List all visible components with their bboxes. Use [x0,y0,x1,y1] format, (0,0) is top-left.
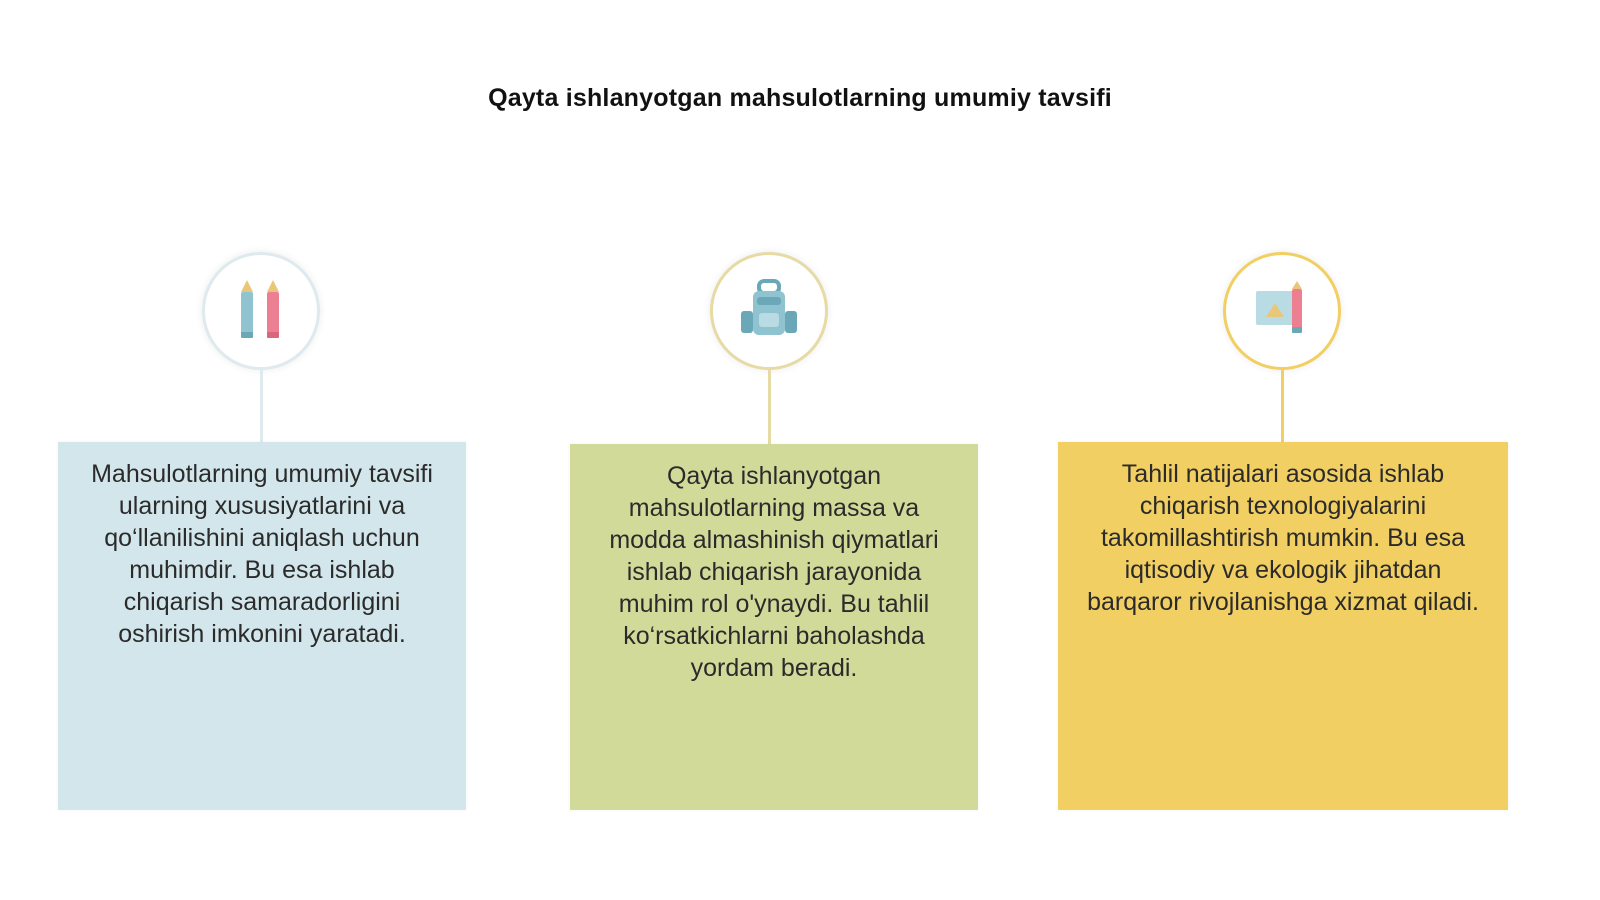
icon-circle-2 [710,252,828,370]
backpack-icon [739,279,799,344]
icon-circle-1 [202,252,320,370]
connector-line-3 [1281,370,1284,442]
connector-line-1 [260,370,263,442]
info-card-1 [58,442,466,810]
pencils-icon [233,278,289,345]
card-text-2: Qayta ishlanyotgan mahsulotlarning massa va modda almashinish qiymatlari ishlab chiqarish jarayonida muhim rol o'ynaydi. Bu tahlil ko‘rsatkichlarni baholashda yordam beradi. [609,462,939,682]
card-text-3: Tahlil natijalari asosida ishlab chiqarish texnologiyalarini takomillashtirish mumkin. Bu esa iqtisodiy va ekologik jihatdan barqaror rivojlanishga xizmat qiladi. [1087,460,1479,616]
drawing-board-icon [1252,279,1312,344]
slide-title: Qayta ishlanyotgan mahsulotlarning umumiy tavsifi [488,84,1112,112]
info-card-3 [1058,442,1508,810]
info-card-2 [570,444,978,810]
card-text-1: Mahsulotlarning umumiy tavsifi ularning xususiyatlarini va qo‘llanilishini aniqlash uchun muhimdir. Bu esa ishlab chiqarish samaradorligini oshirish imkonini yaratadi. [91,460,433,648]
connector-line-2 [768,370,771,444]
icon-circle-3 [1223,252,1341,370]
